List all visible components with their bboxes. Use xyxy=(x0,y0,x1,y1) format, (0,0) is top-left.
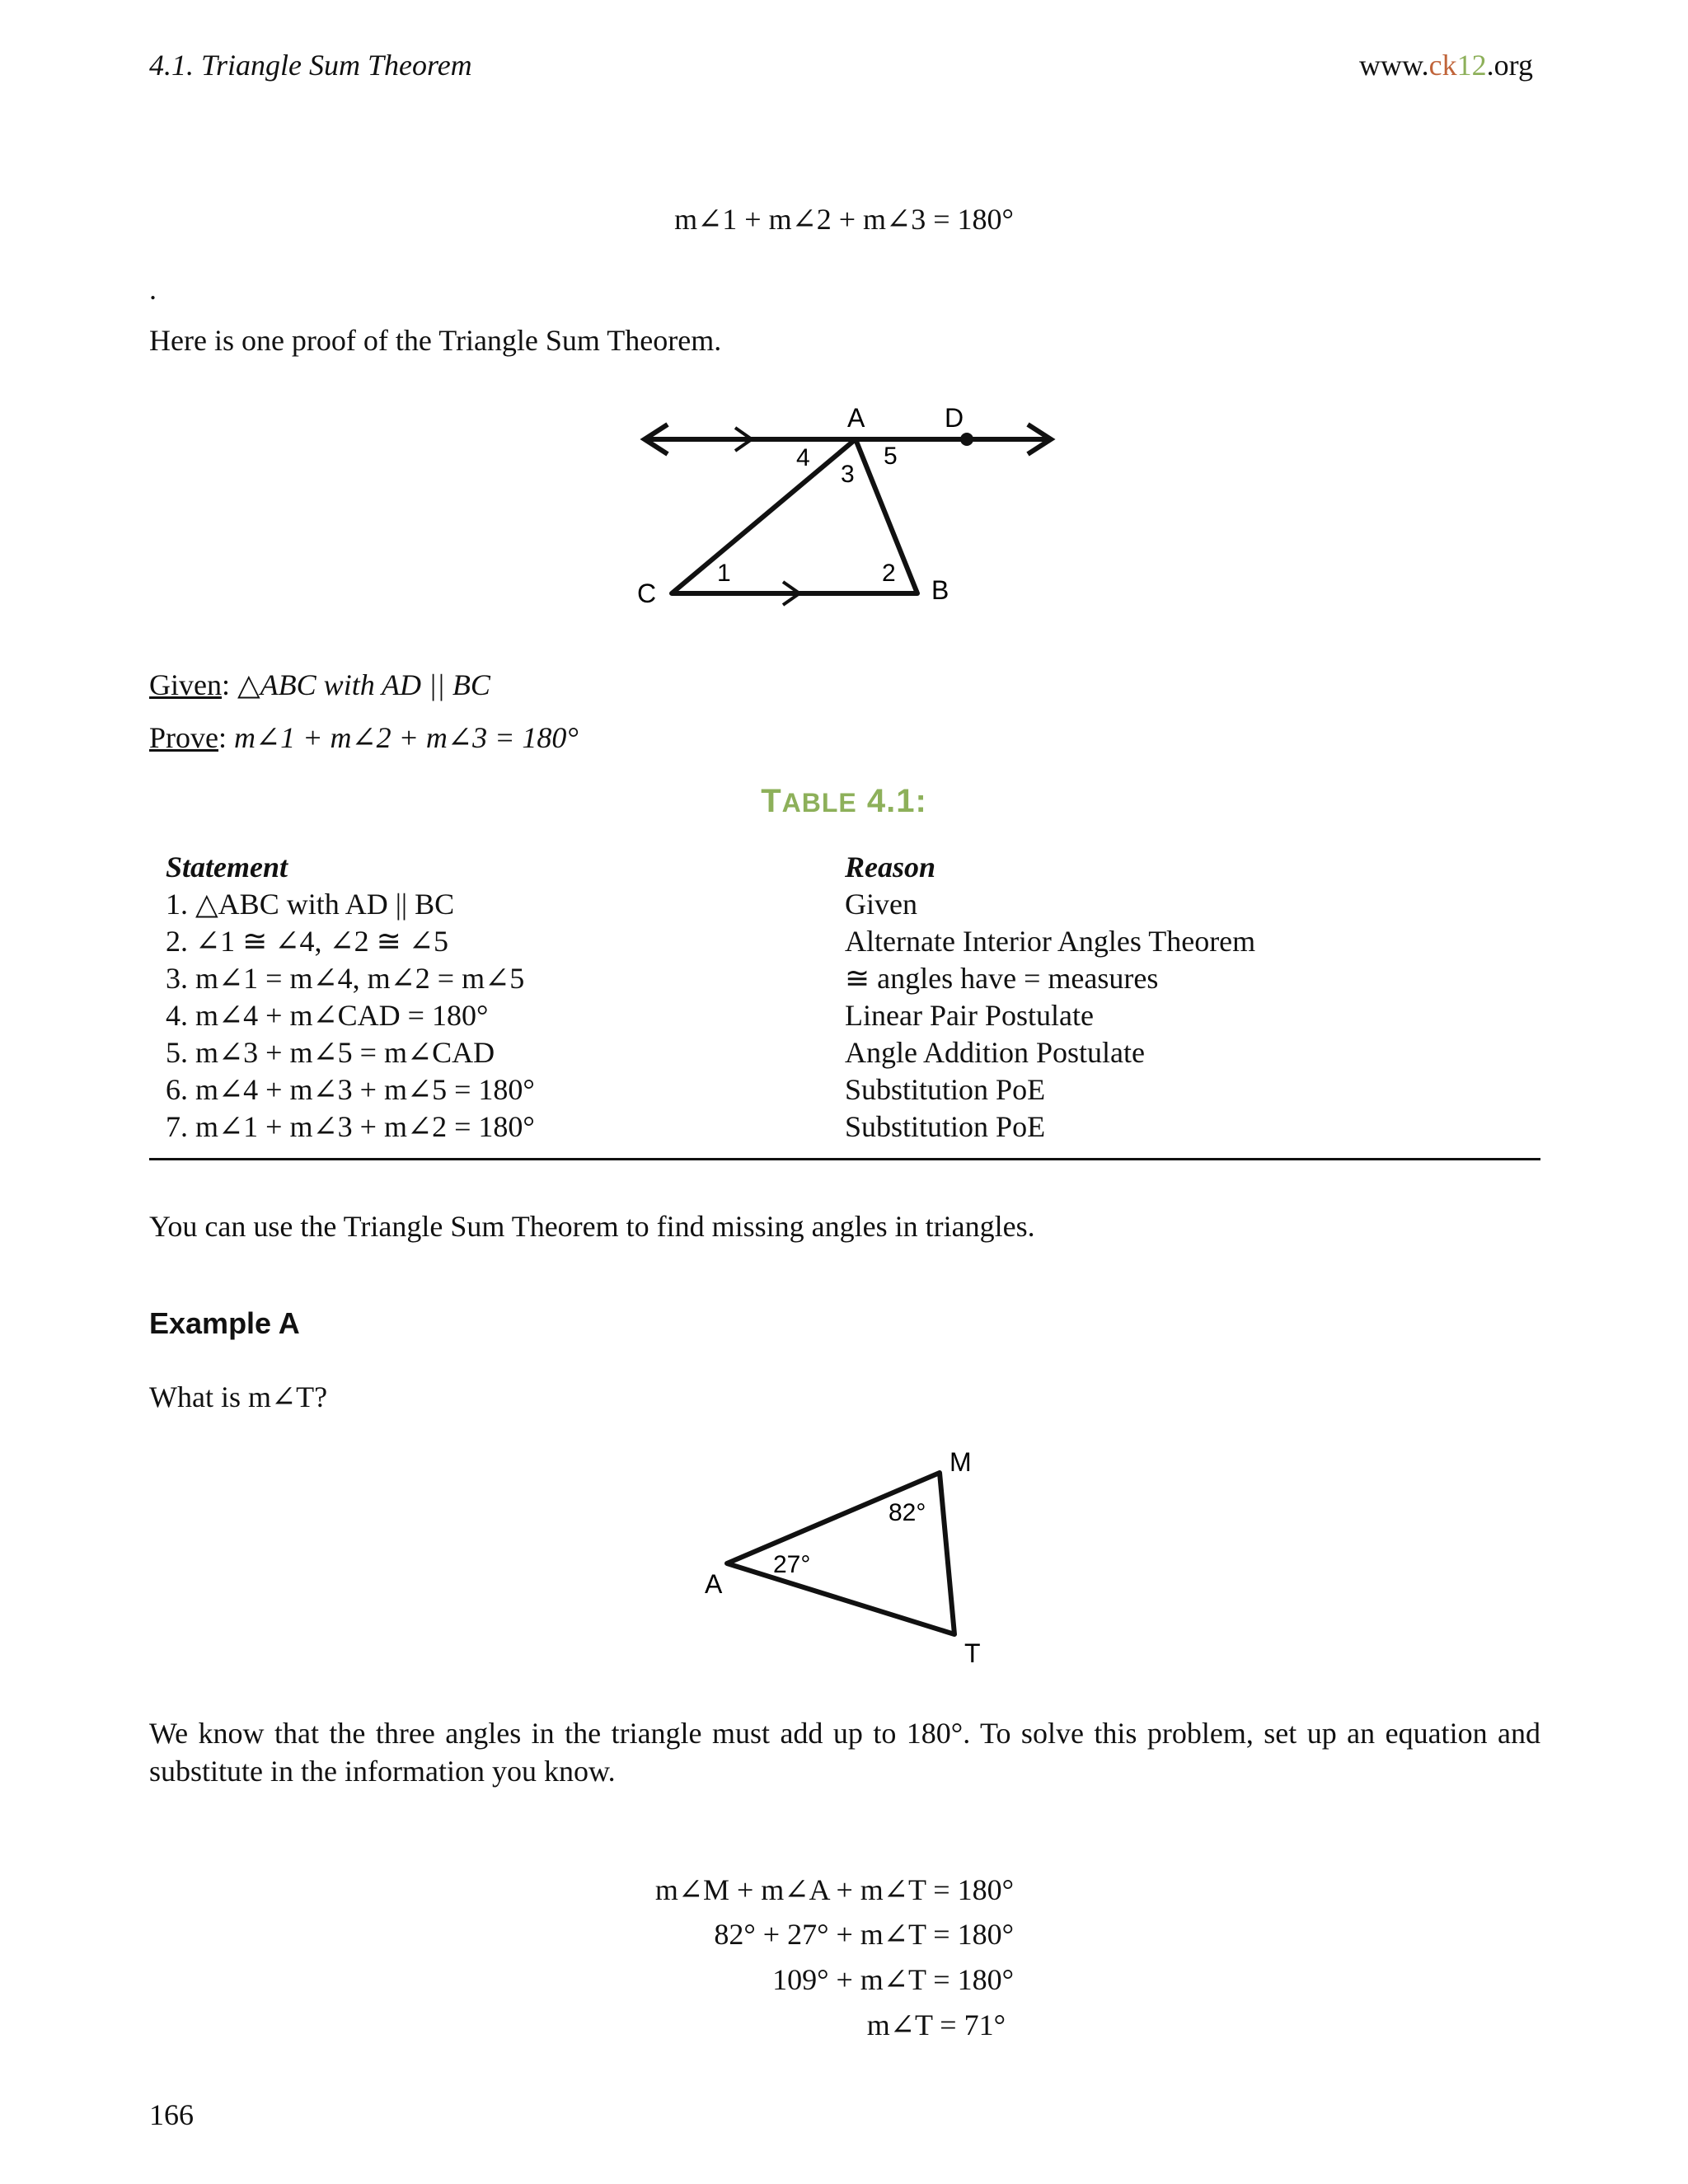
table-row xyxy=(149,886,1540,923)
statement-cell: 1. △ABC with AD || BC xyxy=(166,888,455,921)
table-row xyxy=(149,960,1540,997)
label-angle-5: 5 xyxy=(884,443,898,470)
statement-cell: 3. m∠1 = m∠4, m∠2 = m∠5 xyxy=(166,962,525,995)
solution-line: 82° + 27° + m∠T = 180° xyxy=(714,1918,1014,1951)
example-heading: Example A xyxy=(149,1306,300,1340)
label-vertex-m: M xyxy=(950,1447,972,1477)
table-title-rest: ABLE xyxy=(781,788,857,818)
statement-cell: 5. m∠3 + m∠5 = m∠CAD xyxy=(166,1036,495,1069)
label-angle-3: 3 xyxy=(841,461,855,488)
table-row xyxy=(149,997,1540,1034)
header-reason: Reason xyxy=(845,851,936,883)
example-explanation: We know that the three angles in the triangle must add up to 180°. To solve this problem, set up an equation and substitute in the information you know. xyxy=(149,1717,1540,1788)
table-row xyxy=(149,1034,1540,1071)
statement-cell: 7. m∠1 + m∠3 + m∠2 = 180° xyxy=(166,1110,535,1143)
table-row xyxy=(149,1108,1540,1146)
intro-equation: m∠1 + m∠2 + m∠3 = 180° xyxy=(674,203,1014,236)
reason-cell: Linear Pair Postulate xyxy=(845,999,1094,1032)
label-angle-m: 82° xyxy=(889,1499,926,1526)
reason-cell: Given xyxy=(845,888,917,921)
reason-cell: ≅ angles have = measures xyxy=(845,962,1159,995)
site-url-suffix: .org xyxy=(1486,49,1533,82)
table-title xyxy=(0,783,1688,820)
label-point-a: A xyxy=(847,403,865,433)
section-title: 4.1. Triangle Sum Theorem xyxy=(149,49,472,82)
proof-table xyxy=(149,849,1540,1146)
site-url-ck: ck xyxy=(1428,49,1457,82)
triangle-amt-figure xyxy=(692,1446,1006,1669)
prove-line: Prove: m∠1 + m∠2 + m∠3 = 180° xyxy=(149,721,579,754)
site-url-prefix: www. xyxy=(1359,49,1429,82)
reason-cell: Substitution PoE xyxy=(845,1073,1046,1106)
page-number: 166 xyxy=(149,2098,194,2131)
example-question: What is m∠T? xyxy=(149,1380,328,1413)
table-title-t: T xyxy=(761,783,782,819)
site-url-12: 12 xyxy=(1456,49,1487,82)
label-point-b: B xyxy=(931,575,950,605)
reason-cell: Angle Addition Postulate xyxy=(845,1036,1145,1069)
proof-intro-text: Here is one proof of the Triangle Sum Theorem. xyxy=(149,324,722,357)
label-angle-4: 4 xyxy=(796,444,810,471)
given-statement: △ABC with AD || BC xyxy=(237,668,490,701)
triangle-parallel-figure xyxy=(635,400,1063,614)
header-statement: Statement xyxy=(166,851,288,883)
statement-cell: 2. ∠1 ≅ ∠4, ∠2 ≅ ∠5 xyxy=(166,925,448,958)
statement-cell: 6. m∠4 + m∠3 + m∠5 = 180° xyxy=(166,1073,535,1106)
solution-line: 109° + m∠T = 180° xyxy=(772,1963,1014,1996)
solution-line: m∠T = 71° xyxy=(866,2008,1006,2041)
given-line: Given: △ABC with AD || BC xyxy=(149,668,490,701)
label-point-d: D xyxy=(945,403,964,433)
label-vertex-t: T xyxy=(964,1638,981,1668)
label-point-c: C xyxy=(637,579,657,608)
label-angle-2: 2 xyxy=(882,560,896,587)
stray-mark: . xyxy=(149,273,157,306)
reason-cell: Alternate Interior Angles Theorem xyxy=(845,925,1256,958)
table-header-row xyxy=(149,849,1540,886)
prove-label: Prove xyxy=(149,721,218,754)
reason-cell: Substitution PoE xyxy=(845,1110,1046,1143)
table-row xyxy=(149,1071,1540,1108)
usage-text: You can use the Triangle Sum Theorem to find missing angles in triangles. xyxy=(149,1210,1035,1243)
statement-cell: 4. m∠4 + m∠CAD = 180° xyxy=(166,999,489,1032)
solution-line: m∠M + m∠A + m∠T = 180° xyxy=(654,1873,1014,1906)
table-row xyxy=(149,923,1540,960)
site-url[interactable] xyxy=(1359,48,1533,82)
label-angle-a: 27° xyxy=(773,1551,811,1578)
label-angle-1: 1 xyxy=(717,560,731,587)
given-label: Given xyxy=(149,668,222,701)
table-bottom-rule xyxy=(149,1158,1540,1160)
prove-statement: m∠1 + m∠2 + m∠3 = 180° xyxy=(234,721,579,754)
label-vertex-a: A xyxy=(705,1569,723,1599)
table-title-number: 4.1: xyxy=(856,783,927,819)
